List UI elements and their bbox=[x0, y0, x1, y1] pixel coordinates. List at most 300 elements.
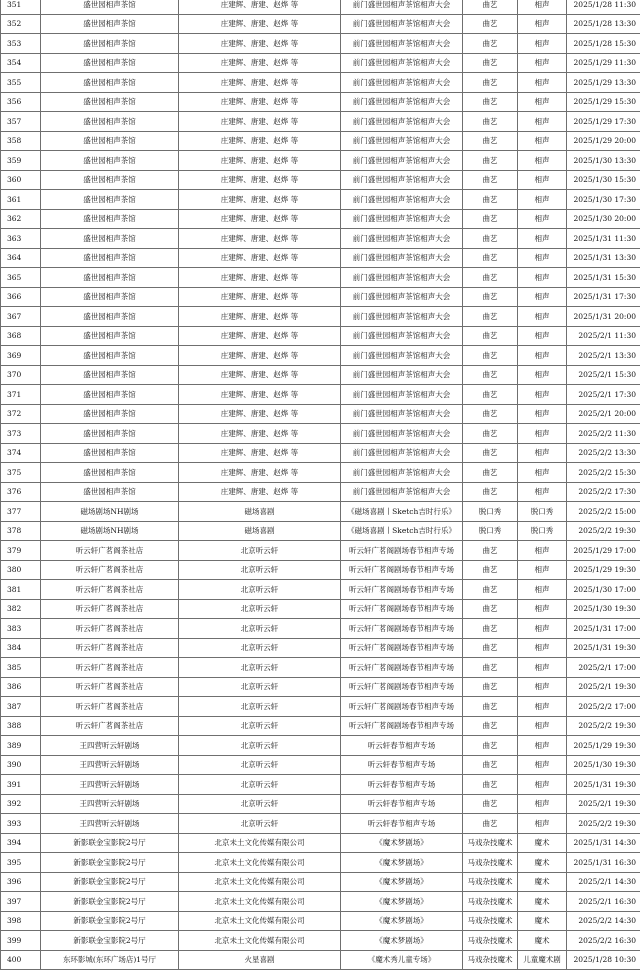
datetime-cell: 2025/1/30 19:30 bbox=[567, 755, 640, 775]
table-row bbox=[1, 307, 640, 327]
program-cell: 听云轩广茗阁剧场春节相声专场 bbox=[341, 716, 463, 736]
category-cell: 曲艺 bbox=[463, 268, 518, 288]
datetime-cell: 2025/2/1 16:30 bbox=[567, 892, 640, 912]
genre-cell: 相声 bbox=[518, 131, 567, 151]
organizer-cell: 北京听云轩 bbox=[179, 599, 341, 619]
datetime-cell: 2025/1/31 19:30 bbox=[567, 775, 640, 795]
index-cell: 389 bbox=[1, 736, 41, 756]
venue-cell: 盛世园相声茶馆 bbox=[41, 463, 179, 483]
index-cell: 383 bbox=[1, 619, 41, 639]
program-cell: 前门盛世园相声茶馆相声大会 bbox=[341, 287, 463, 307]
table-row bbox=[1, 346, 640, 366]
program-cell: 听云轩广茗阁剧场春节相声专场 bbox=[341, 677, 463, 697]
program-cell: 前门盛世园相声茶馆相声大会 bbox=[341, 151, 463, 171]
venue-cell: 新影联金宝影院2号厅 bbox=[41, 833, 179, 853]
organizer-cell: 庄建辉、唐建、赵烨 等 bbox=[179, 190, 341, 210]
venue-cell: 盛世园相声茶馆 bbox=[41, 34, 179, 54]
category-cell: 曲艺 bbox=[463, 34, 518, 54]
datetime-cell: 2025/1/29 17:30 bbox=[567, 112, 640, 132]
organizer-cell: 庄建辉、唐建、赵烨 等 bbox=[179, 73, 341, 93]
venue-cell: 盛世园相声茶馆 bbox=[41, 73, 179, 93]
venue-cell: 盛世园相声茶馆 bbox=[41, 190, 179, 210]
program-cell: 听云轩广茗阁剧场春节相声专场 bbox=[341, 580, 463, 600]
genre-cell: 相声 bbox=[518, 794, 567, 814]
table-row bbox=[1, 229, 640, 249]
genre-cell: 相声 bbox=[518, 53, 567, 73]
category-cell: 曲艺 bbox=[463, 443, 518, 463]
genre-cell: 相声 bbox=[518, 34, 567, 54]
organizer-cell: 北京听云轩 bbox=[179, 814, 341, 834]
program-cell: 前门盛世园相声茶馆相声大会 bbox=[341, 307, 463, 327]
table-row bbox=[1, 14, 640, 34]
datetime-cell: 2025/1/30 17:00 bbox=[567, 580, 640, 600]
datetime-cell: 2025/2/2 14:30 bbox=[567, 911, 640, 931]
category-cell: 曲艺 bbox=[463, 424, 518, 444]
venue-cell: 王四营听云轩剧场 bbox=[41, 814, 179, 834]
venue-cell: 听云轩广茗阁茶社店 bbox=[41, 599, 179, 619]
category-cell: 曲艺 bbox=[463, 755, 518, 775]
table-row bbox=[1, 697, 640, 717]
table-row bbox=[1, 872, 640, 892]
category-cell: 曲艺 bbox=[463, 580, 518, 600]
index-cell: 351 bbox=[1, 0, 41, 14]
organizer-cell: 庄建辉、唐建、赵烨 等 bbox=[179, 209, 341, 229]
organizer-cell: 庄建辉、唐建、赵烨 等 bbox=[179, 365, 341, 385]
index-cell: 370 bbox=[1, 365, 41, 385]
category-cell: 曲艺 bbox=[463, 229, 518, 249]
datetime-cell: 2025/1/31 11:30 bbox=[567, 229, 640, 249]
table-row bbox=[1, 287, 640, 307]
program-cell: 前门盛世园相声茶馆相声大会 bbox=[341, 229, 463, 249]
category-cell: 曲艺 bbox=[463, 112, 518, 132]
program-cell: 前门盛世园相声茶馆相声大会 bbox=[341, 443, 463, 463]
organizer-cell: 庄建辉、唐建、赵烨 等 bbox=[179, 287, 341, 307]
category-cell: 马戏杂技魔术 bbox=[463, 872, 518, 892]
index-cell: 354 bbox=[1, 53, 41, 73]
genre-cell: 相声 bbox=[518, 248, 567, 268]
index-cell: 392 bbox=[1, 794, 41, 814]
table-row bbox=[1, 716, 640, 736]
datetime-cell: 2025/1/31 19:30 bbox=[567, 638, 640, 658]
datetime-cell: 2025/2/1 11:30 bbox=[567, 326, 640, 346]
genre-cell: 相声 bbox=[518, 73, 567, 93]
table-row bbox=[1, 755, 640, 775]
genre-cell: 相声 bbox=[518, 560, 567, 580]
organizer-cell: 北京听云轩 bbox=[179, 638, 341, 658]
index-cell: 387 bbox=[1, 697, 41, 717]
organizer-cell: 北京未土文化传媒有限公司 bbox=[179, 853, 341, 873]
table-row bbox=[1, 677, 640, 697]
datetime-cell: 2025/2/2 15:00 bbox=[567, 502, 640, 522]
program-cell: 前门盛世园相声茶馆相声大会 bbox=[341, 34, 463, 54]
category-cell: 曲艺 bbox=[463, 697, 518, 717]
venue-cell: 盛世园相声茶馆 bbox=[41, 307, 179, 327]
category-cell: 马戏杂技魔术 bbox=[463, 853, 518, 873]
genre-cell: 相声 bbox=[518, 385, 567, 405]
venue-cell: 盛世园相声茶馆 bbox=[41, 170, 179, 190]
program-cell: 前门盛世园相声茶馆相声大会 bbox=[341, 326, 463, 346]
table-row bbox=[1, 463, 640, 483]
index-cell: 400 bbox=[1, 950, 41, 970]
organizer-cell: 磁场喜剧 bbox=[179, 521, 341, 541]
genre-cell: 相声 bbox=[518, 151, 567, 171]
program-cell: 听云轩广茗阁剧场春节相声专场 bbox=[341, 619, 463, 639]
index-cell: 373 bbox=[1, 424, 41, 444]
table-row bbox=[1, 580, 640, 600]
venue-cell: 新影联金宝影院2号厅 bbox=[41, 911, 179, 931]
index-cell: 360 bbox=[1, 170, 41, 190]
organizer-cell: 北京听云轩 bbox=[179, 580, 341, 600]
genre-cell: 相声 bbox=[518, 599, 567, 619]
organizer-cell: 庄建辉、唐建、赵烨 等 bbox=[179, 14, 341, 34]
table-row bbox=[1, 404, 640, 424]
organizer-cell: 北京未土文化传媒有限公司 bbox=[179, 872, 341, 892]
genre-cell: 魔术 bbox=[518, 892, 567, 912]
datetime-cell: 2025/2/2 11:30 bbox=[567, 424, 640, 444]
category-cell: 曲艺 bbox=[463, 599, 518, 619]
program-cell: 前门盛世园相声茶馆相声大会 bbox=[341, 131, 463, 151]
index-cell: 356 bbox=[1, 92, 41, 112]
datetime-cell: 2025/1/31 17:00 bbox=[567, 619, 640, 639]
category-cell: 曲艺 bbox=[463, 190, 518, 210]
venue-cell: 盛世园相声茶馆 bbox=[41, 326, 179, 346]
index-cell: 377 bbox=[1, 502, 41, 522]
program-cell: 听云轩广茗阁剧场春节相声专场 bbox=[341, 638, 463, 658]
genre-cell: 相声 bbox=[518, 677, 567, 697]
program-cell: 《魔术秀儿童专场》 bbox=[341, 950, 463, 970]
organizer-cell: 庄建辉、唐建、赵烨 等 bbox=[179, 112, 341, 132]
datetime-cell: 2025/1/29 13:30 bbox=[567, 73, 640, 93]
venue-cell: 盛世园相声茶馆 bbox=[41, 53, 179, 73]
index-cell: 352 bbox=[1, 14, 41, 34]
table-row bbox=[1, 911, 640, 931]
venue-cell: 盛世园相声茶馆 bbox=[41, 229, 179, 249]
venue-cell: 王四营听云轩剧场 bbox=[41, 775, 179, 795]
organizer-cell: 北京听云轩 bbox=[179, 755, 341, 775]
table-row bbox=[1, 794, 640, 814]
table-row bbox=[1, 443, 640, 463]
organizer-cell: 火星喜剧 bbox=[179, 950, 341, 970]
genre-cell: 相声 bbox=[518, 287, 567, 307]
index-cell: 393 bbox=[1, 814, 41, 834]
program-cell: 前门盛世园相声茶馆相声大会 bbox=[341, 73, 463, 93]
index-cell: 359 bbox=[1, 151, 41, 171]
organizer-cell: 北京未土文化传媒有限公司 bbox=[179, 911, 341, 931]
genre-cell: 相声 bbox=[518, 190, 567, 210]
program-cell: 前门盛世园相声茶馆相声大会 bbox=[341, 53, 463, 73]
organizer-cell: 庄建辉、唐建、赵烨 等 bbox=[179, 53, 341, 73]
datetime-cell: 2025/2/2 15:30 bbox=[567, 463, 640, 483]
table-row bbox=[1, 92, 640, 112]
index-cell: 379 bbox=[1, 541, 41, 561]
program-cell: 前门盛世园相声茶馆相声大会 bbox=[341, 190, 463, 210]
genre-cell: 相声 bbox=[518, 404, 567, 424]
category-cell: 曲艺 bbox=[463, 0, 518, 14]
venue-cell: 王四营听云轩剧场 bbox=[41, 755, 179, 775]
genre-cell: 相声 bbox=[518, 229, 567, 249]
table-row bbox=[1, 53, 640, 73]
category-cell: 曲艺 bbox=[463, 131, 518, 151]
organizer-cell: 北京听云轩 bbox=[179, 658, 341, 678]
table-row bbox=[1, 658, 640, 678]
category-cell: 曲艺 bbox=[463, 775, 518, 795]
table-row bbox=[1, 131, 640, 151]
category-cell: 曲艺 bbox=[463, 677, 518, 697]
category-cell: 曲艺 bbox=[463, 73, 518, 93]
datetime-cell: 2025/2/1 14:30 bbox=[567, 872, 640, 892]
genre-cell: 相声 bbox=[518, 326, 567, 346]
category-cell: 曲艺 bbox=[463, 716, 518, 736]
datetime-cell: 2025/2/1 13:30 bbox=[567, 346, 640, 366]
genre-cell: 相声 bbox=[518, 755, 567, 775]
program-cell: 《魔术梦剧场》 bbox=[341, 872, 463, 892]
genre-cell: 相声 bbox=[518, 170, 567, 190]
index-cell: 374 bbox=[1, 443, 41, 463]
index-cell: 399 bbox=[1, 931, 41, 951]
category-cell: 曲艺 bbox=[463, 814, 518, 834]
category-cell: 曲艺 bbox=[463, 560, 518, 580]
index-cell: 381 bbox=[1, 580, 41, 600]
venue-cell: 盛世园相声茶馆 bbox=[41, 14, 179, 34]
genre-cell: 相声 bbox=[518, 443, 567, 463]
organizer-cell: 磁场喜剧 bbox=[179, 502, 341, 522]
genre-cell: 相声 bbox=[518, 14, 567, 34]
organizer-cell: 庄建辉、唐建、赵烨 等 bbox=[179, 131, 341, 151]
datetime-cell: 2025/2/2 19:30 bbox=[567, 716, 640, 736]
program-cell: 听云轩春节相声专场 bbox=[341, 755, 463, 775]
table-row bbox=[1, 521, 640, 541]
index-cell: 378 bbox=[1, 521, 41, 541]
organizer-cell: 庄建辉、唐建、赵烨 等 bbox=[179, 482, 341, 502]
genre-cell: 魔术 bbox=[518, 872, 567, 892]
index-cell: 369 bbox=[1, 346, 41, 366]
datetime-cell: 2025/2/1 17:00 bbox=[567, 658, 640, 678]
category-cell: 曲艺 bbox=[463, 541, 518, 561]
datetime-cell: 2025/1/28 13:30 bbox=[567, 14, 640, 34]
index-cell: 375 bbox=[1, 463, 41, 483]
program-cell: 听云轩广茗阁剧场春节相声专场 bbox=[341, 697, 463, 717]
organizer-cell: 庄建辉、唐建、赵烨 等 bbox=[179, 443, 341, 463]
datetime-cell: 2025/2/1 19:30 bbox=[567, 794, 640, 814]
index-cell: 396 bbox=[1, 872, 41, 892]
datetime-cell: 2025/2/2 16:30 bbox=[567, 931, 640, 951]
table-row bbox=[1, 209, 640, 229]
datetime-cell: 2025/1/31 14:30 bbox=[567, 833, 640, 853]
index-cell: 355 bbox=[1, 73, 41, 93]
venue-cell: 盛世园相声茶馆 bbox=[41, 346, 179, 366]
genre-cell: 脱口秀 bbox=[518, 521, 567, 541]
program-cell: 前门盛世园相声茶馆相声大会 bbox=[341, 482, 463, 502]
category-cell: 曲艺 bbox=[463, 151, 518, 171]
datetime-cell: 2025/1/31 17:30 bbox=[567, 287, 640, 307]
datetime-cell: 2025/1/29 15:30 bbox=[567, 92, 640, 112]
table-row bbox=[1, 736, 640, 756]
venue-cell: 盛世园相声茶馆 bbox=[41, 287, 179, 307]
venue-cell: 新影联金宝影院2号厅 bbox=[41, 892, 179, 912]
index-cell: 363 bbox=[1, 229, 41, 249]
table-row bbox=[1, 619, 640, 639]
venue-cell: 听云轩广茗阁茶社店 bbox=[41, 638, 179, 658]
table-row bbox=[1, 814, 640, 834]
table-row bbox=[1, 638, 640, 658]
category-cell: 曲艺 bbox=[463, 346, 518, 366]
genre-cell: 相声 bbox=[518, 307, 567, 327]
genre-cell: 相声 bbox=[518, 736, 567, 756]
category-cell: 曲艺 bbox=[463, 736, 518, 756]
table-row bbox=[1, 424, 640, 444]
program-cell: 前门盛世园相声茶馆相声大会 bbox=[341, 14, 463, 34]
category-cell: 曲艺 bbox=[463, 482, 518, 502]
index-cell: 365 bbox=[1, 268, 41, 288]
genre-cell: 相声 bbox=[518, 814, 567, 834]
datetime-cell: 2025/1/28 10:30 bbox=[567, 950, 640, 970]
program-cell: 前门盛世园相声茶馆相声大会 bbox=[341, 268, 463, 288]
datetime-cell: 2025/1/30 20:00 bbox=[567, 209, 640, 229]
program-cell: 《磁场喜剧丨Sketch吉时行乐》 bbox=[341, 502, 463, 522]
category-cell: 曲艺 bbox=[463, 619, 518, 639]
category-cell: 马戏杂技魔术 bbox=[463, 911, 518, 931]
category-cell: 曲艺 bbox=[463, 248, 518, 268]
table-row bbox=[1, 950, 640, 970]
genre-cell: 相声 bbox=[518, 775, 567, 795]
organizer-cell: 北京未土文化传媒有限公司 bbox=[179, 833, 341, 853]
index-cell: 388 bbox=[1, 716, 41, 736]
venue-cell: 盛世园相声茶馆 bbox=[41, 443, 179, 463]
program-cell: 《魔术梦剧场》 bbox=[341, 892, 463, 912]
category-cell: 脱口秀 bbox=[463, 502, 518, 522]
organizer-cell: 北京听云轩 bbox=[179, 677, 341, 697]
datetime-cell: 2025/1/30 17:30 bbox=[567, 190, 640, 210]
venue-cell: 盛世园相声茶馆 bbox=[41, 385, 179, 405]
datetime-cell: 2025/1/31 13:30 bbox=[567, 248, 640, 268]
organizer-cell: 庄建辉、唐建、赵烨 等 bbox=[179, 463, 341, 483]
index-cell: 390 bbox=[1, 755, 41, 775]
datetime-cell: 2025/1/29 19:30 bbox=[567, 560, 640, 580]
category-cell: 曲艺 bbox=[463, 92, 518, 112]
category-cell: 脱口秀 bbox=[463, 521, 518, 541]
organizer-cell: 庄建辉、唐建、赵烨 等 bbox=[179, 0, 341, 14]
genre-cell: 相声 bbox=[518, 0, 567, 14]
organizer-cell: 庄建辉、唐建、赵烨 等 bbox=[179, 34, 341, 54]
organizer-cell: 庄建辉、唐建、赵烨 等 bbox=[179, 404, 341, 424]
genre-cell: 脱口秀 bbox=[518, 502, 567, 522]
venue-cell: 盛世园相声茶馆 bbox=[41, 151, 179, 171]
genre-cell: 相声 bbox=[518, 541, 567, 561]
venue-cell: 听云轩广茗阁茶社店 bbox=[41, 716, 179, 736]
organizer-cell: 北京听云轩 bbox=[179, 716, 341, 736]
venue-cell: 盛世园相声茶馆 bbox=[41, 482, 179, 502]
organizer-cell: 北京听云轩 bbox=[179, 794, 341, 814]
organizer-cell: 北京未土文化传媒有限公司 bbox=[179, 931, 341, 951]
table-row bbox=[1, 892, 640, 912]
index-cell: 361 bbox=[1, 190, 41, 210]
program-cell: 《磁场喜剧丨Sketch吉时行乐》 bbox=[341, 521, 463, 541]
venue-cell: 听云轩广茗阁茶社店 bbox=[41, 658, 179, 678]
category-cell: 曲艺 bbox=[463, 463, 518, 483]
datetime-cell: 2025/1/31 16:30 bbox=[567, 853, 640, 873]
category-cell: 马戏杂技魔术 bbox=[463, 931, 518, 951]
datetime-cell: 2025/2/2 17:00 bbox=[567, 697, 640, 717]
datetime-cell: 2025/2/2 13:30 bbox=[567, 443, 640, 463]
datetime-cell: 2025/2/2 19:30 bbox=[567, 521, 640, 541]
genre-cell: 相声 bbox=[518, 658, 567, 678]
program-cell: 前门盛世园相声茶馆相声大会 bbox=[341, 248, 463, 268]
index-cell: 364 bbox=[1, 248, 41, 268]
datetime-cell: 2025/1/29 20:00 bbox=[567, 131, 640, 151]
table-row bbox=[1, 833, 640, 853]
venue-cell: 盛世园相声茶馆 bbox=[41, 424, 179, 444]
datetime-cell: 2025/1/29 17:00 bbox=[567, 541, 640, 561]
datetime-cell: 2025/1/30 13:30 bbox=[567, 151, 640, 171]
program-cell: 听云轩广茗阁剧场春节相声专场 bbox=[341, 658, 463, 678]
program-cell: 《魔术梦剧场》 bbox=[341, 911, 463, 931]
venue-cell: 王四营听云轩剧场 bbox=[41, 736, 179, 756]
venue-cell: 听云轩广茗阁茶社店 bbox=[41, 677, 179, 697]
table-row bbox=[1, 34, 640, 54]
index-cell: 397 bbox=[1, 892, 41, 912]
program-cell: 前门盛世园相声茶馆相声大会 bbox=[341, 0, 463, 14]
schedule-table-body bbox=[1, 0, 640, 970]
genre-cell: 相声 bbox=[518, 580, 567, 600]
organizer-cell: 北京听云轩 bbox=[179, 619, 341, 639]
venue-cell: 盛世园相声茶馆 bbox=[41, 0, 179, 14]
index-cell: 358 bbox=[1, 131, 41, 151]
table-row bbox=[1, 151, 640, 171]
table-row bbox=[1, 482, 640, 502]
program-cell: 听云轩广茗阁剧场春节相声专场 bbox=[341, 541, 463, 561]
venue-cell: 盛世园相声茶馆 bbox=[41, 365, 179, 385]
table-row bbox=[1, 385, 640, 405]
genre-cell: 相声 bbox=[518, 638, 567, 658]
index-cell: 357 bbox=[1, 112, 41, 132]
genre-cell: 相声 bbox=[518, 365, 567, 385]
program-cell: 前门盛世园相声茶馆相声大会 bbox=[341, 385, 463, 405]
program-cell: 听云轩春节相声专场 bbox=[341, 775, 463, 795]
index-cell: 362 bbox=[1, 209, 41, 229]
index-cell: 398 bbox=[1, 911, 41, 931]
category-cell: 曲艺 bbox=[463, 326, 518, 346]
genre-cell: 相声 bbox=[518, 268, 567, 288]
venue-cell: 新影联金宝影院2号厅 bbox=[41, 872, 179, 892]
category-cell: 曲艺 bbox=[463, 638, 518, 658]
category-cell: 曲艺 bbox=[463, 307, 518, 327]
table-row bbox=[1, 853, 640, 873]
program-cell: 听云轩春节相声专场 bbox=[341, 794, 463, 814]
category-cell: 曲艺 bbox=[463, 287, 518, 307]
genre-cell: 相声 bbox=[518, 482, 567, 502]
venue-cell: 听云轩广茗阁茶社店 bbox=[41, 560, 179, 580]
category-cell: 曲艺 bbox=[463, 365, 518, 385]
category-cell: 曲艺 bbox=[463, 209, 518, 229]
program-cell: 前门盛世园相声茶馆相声大会 bbox=[341, 365, 463, 385]
program-cell: 前门盛世园相声茶馆相声大会 bbox=[341, 112, 463, 132]
table-row bbox=[1, 248, 640, 268]
genre-cell: 相声 bbox=[518, 463, 567, 483]
organizer-cell: 庄建辉、唐建、赵烨 等 bbox=[179, 385, 341, 405]
program-cell: 《魔术梦剧场》 bbox=[341, 853, 463, 873]
table-row bbox=[1, 541, 640, 561]
datetime-cell: 2025/2/2 19:30 bbox=[567, 814, 640, 834]
program-cell: 《魔术梦剧场》 bbox=[341, 931, 463, 951]
venue-cell: 盛世园相声茶馆 bbox=[41, 209, 179, 229]
table-row bbox=[1, 599, 640, 619]
organizer-cell: 庄建辉、唐建、赵烨 等 bbox=[179, 307, 341, 327]
genre-cell: 相声 bbox=[518, 209, 567, 229]
category-cell: 曲艺 bbox=[463, 53, 518, 73]
table-row bbox=[1, 268, 640, 288]
organizer-cell: 庄建辉、唐建、赵烨 等 bbox=[179, 151, 341, 171]
datetime-cell: 2025/2/1 20:00 bbox=[567, 404, 640, 424]
